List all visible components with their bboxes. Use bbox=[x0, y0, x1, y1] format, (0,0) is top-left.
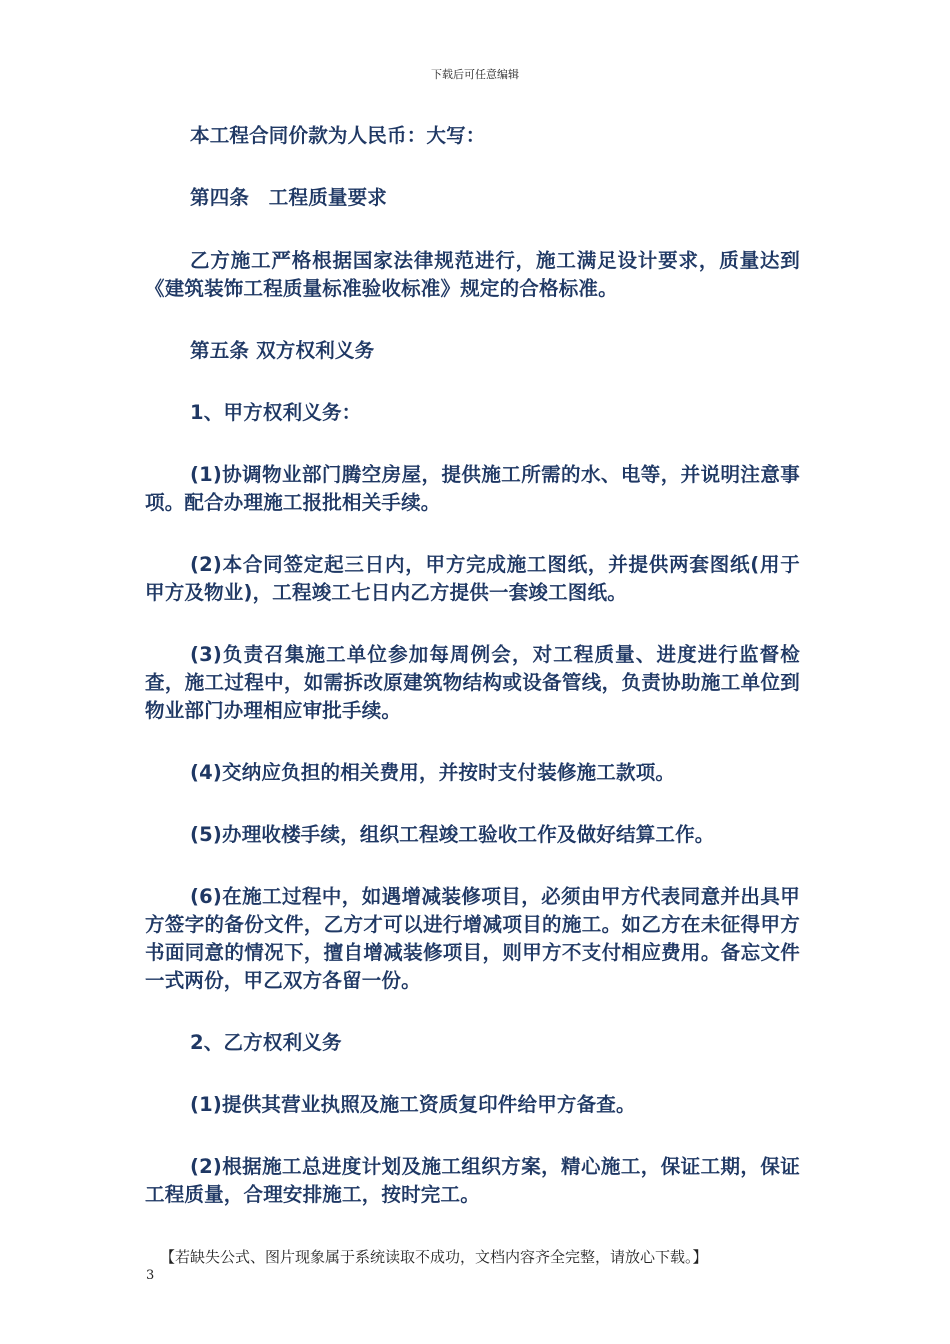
footer-note: 【若缺失公式、图片现象属于系统读取不成功，文档内容齐全完整，请放心下载。】 bbox=[160, 1248, 708, 1266]
party-b-item-1: (1)提供其营业执照及施工资质复印件给甲方备查。 bbox=[190, 1093, 636, 1116]
article-four-heading: 第四条 工程质量要求 bbox=[190, 186, 388, 209]
party-a-item-5: (5)办理收楼手续，组织工程竣工验收工作及做好结算工作。 bbox=[190, 823, 715, 846]
party-a-item-2: (2)本合同签定起三日内，甲方完成施工图纸，并提供两套图纸(用于甲方及物业)，工程竣工七日内乙方提供一套竣工图纸。 bbox=[145, 553, 800, 604]
party-a-item-6: (6)在施工过程中，如遇增减装修项目，必须由甲方代表同意并出具甲方签字的备份文件，乙方才可以进行增减项目的施工。如乙方在未征得甲方书面同意的情况下，擅自增减装修项目，则甲方不支付相应费用。备忘文件一式两份，甲乙双方各留一份。 bbox=[145, 885, 800, 992]
party-a-item-1: (1)协调物业部门腾空房屋，提供施工所需的水、电等，并说明注意事项。配合办理施工报批相关手续。 bbox=[145, 463, 800, 514]
party-b-item-2: (2)根据施工总进度计划及施工组织方案，精心施工，保证工期，保证工程质量，合理安排施工，按时完工。 bbox=[145, 1155, 800, 1206]
contract-price-paragraph: 本工程合同价款为人民币：大写： bbox=[190, 124, 486, 147]
document-body bbox=[145, 122, 800, 1209]
party-a-rights-heading: 1、甲方权利义务： bbox=[190, 401, 362, 424]
quality-requirements-paragraph: 乙方施工严格根据国家法律规范进行，施工满足设计要求，质量达到《建筑装饰工程质量标准验收标准》规定的合格标准。 bbox=[145, 249, 800, 300]
party-b-rights-heading: 2、乙方权利义务 bbox=[190, 1031, 342, 1054]
page-header: 下载后可任意编辑 bbox=[431, 68, 519, 81]
party-a-item-3: (3)负责召集施工单位参加每周例会，对工程质量、进度进行监督检查，施工过程中，如需拆改原建筑物结构或设备管线，负责协助施工单位到物业部门办理相应审批手续。 bbox=[145, 643, 800, 722]
article-five-heading: 第五条 双方权利义务 bbox=[190, 339, 375, 362]
party-a-item-4: (4)交纳应负担的相关费用，并按时支付装修施工款项。 bbox=[190, 761, 676, 784]
page-number: 3 bbox=[146, 1268, 155, 1283]
